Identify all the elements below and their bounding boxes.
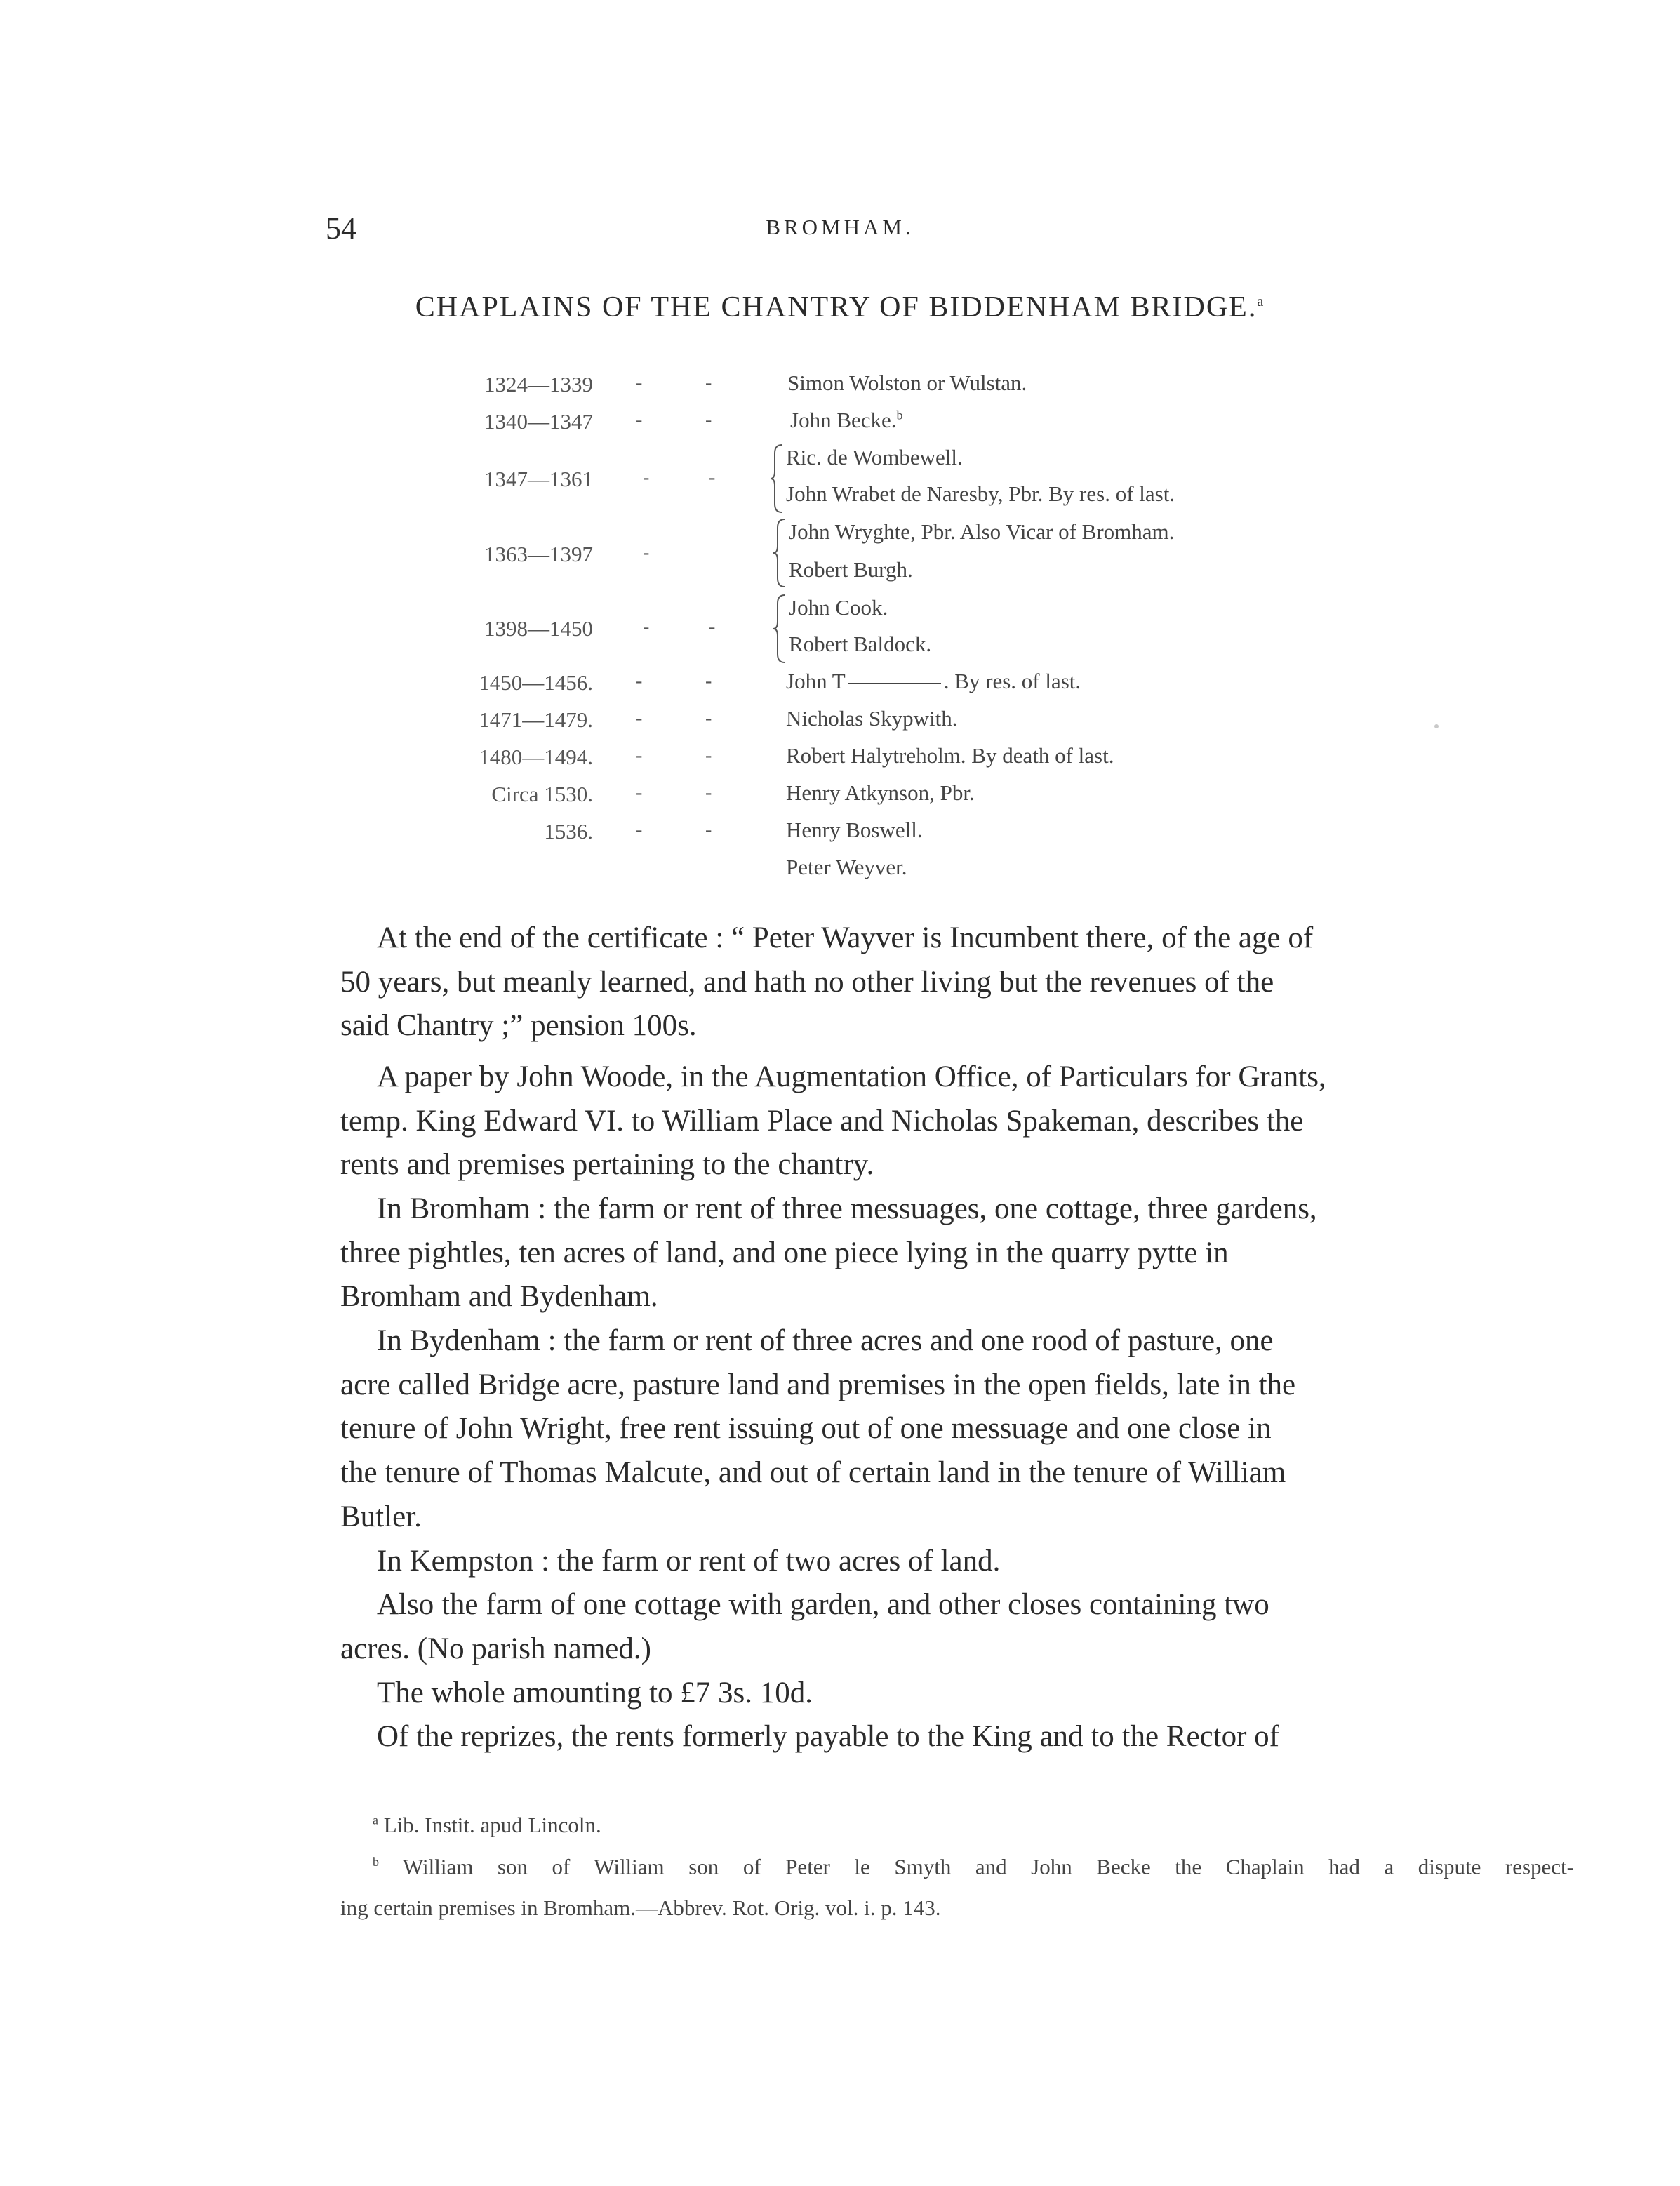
text-line: A paper by John Woode, in the Augmentation Office, of Particulars for Grants, [377, 1060, 1326, 1093]
text-line: In Bromham : the farm or rent of three messuages, one cottage, three gardens, [377, 1192, 1317, 1225]
chaplain-dates: 1480—1494. [479, 745, 593, 769]
brace-icon [772, 518, 787, 588]
dash: - [705, 707, 712, 729]
footnote-mark: b [373, 1855, 379, 1869]
text-line: In Kempston : the farm or rent of two acres of land. [377, 1545, 1001, 1578]
omitted-name-rule [848, 683, 941, 684]
chaplain-name: Henry Atkynson, Pbr. [786, 780, 975, 805]
chaplain-name: John Wrabet de Naresby, Pbr. By res. of last. [786, 481, 1175, 506]
text-line: tenure of John Wright, free rent issuing out of one messuage and one close in [340, 1412, 1272, 1446]
text-line: the tenure of Thomas Malcute, and out of certain land in the tenure of William [340, 1456, 1286, 1490]
chaplain-dates: 1340—1347 [484, 409, 593, 434]
paragraph-certificate [340, 917, 1574, 1048]
chaplain-name: Robert Burgh. [789, 557, 913, 582]
text-line: Butler. [340, 1500, 422, 1533]
chaplain-name: Simon Wolston or Wulstan. [787, 371, 1027, 395]
dash: - [636, 745, 643, 766]
chaplain-dates: 1450—1456. [479, 670, 593, 695]
text-line: In Bydenham : the farm or rent of three acres and one rood of pasture, one [377, 1324, 1274, 1357]
dash: - [709, 616, 716, 638]
paragraph-total [340, 1672, 1574, 1716]
chaplain-name: Henry Boswell. [786, 818, 923, 842]
chaplain-dates: 1347—1361 [484, 467, 593, 491]
chaplain-name: Nicholas Skypwith. [786, 706, 958, 731]
chaplain-dates: 1363—1397 [484, 542, 593, 566]
chaplain-name-end: . By res. of last. [943, 669, 1081, 693]
footnote-text: Lib. Instit. apud Lincoln. [383, 1813, 601, 1838]
chaplain-dates: 1398—1450 [484, 616, 593, 641]
text-line: acre called Bridge acre, pasture land and premises in the open fields, late in the [340, 1368, 1296, 1401]
brace-icon [769, 444, 785, 514]
text-line: The whole amounting to £7 3s. 10d. [377, 1677, 813, 1710]
running-head: BROMHAM. [766, 215, 914, 239]
footnote-ref-a: a [1257, 294, 1265, 309]
chaplain-name [786, 669, 1081, 694]
paragraph-bydenham [340, 1319, 1574, 1540]
text-line: rents and premises pertaining to the chantry. [340, 1148, 874, 1182]
text-line: Also the farm of one cottage with garden, and other closes containing two [377, 1588, 1269, 1621]
chaplain-name: Robert Baldock. [789, 632, 932, 656]
page-number: 54 [326, 211, 356, 246]
chaplain-dates: 1471—1479. [479, 707, 593, 732]
dash: - [705, 409, 712, 431]
text-line: acres. (No parish named.) [340, 1632, 651, 1665]
dash: - [709, 467, 716, 488]
footnote-mark: a [373, 1813, 378, 1827]
chaplain-name: Robert Halytreholm. By death of last. [786, 743, 1114, 768]
section-title-text: CHAPLAINS OF THE CHANTRY OF BIDDENHAM BRIDGE. [415, 291, 1258, 324]
chaplain-name-text: John Becke. [790, 408, 897, 432]
text-line: three pightles, ten acres of land, and one piece lying in the quarry pytte in [340, 1236, 1229, 1269]
text-line: Of the reprizes, the rents formerly payable to the King and to the Rector of [377, 1720, 1279, 1753]
text-line: Bromham and Bydenham. [340, 1280, 658, 1314]
dash: - [636, 670, 643, 692]
dash: - [705, 819, 712, 841]
page-speck [1434, 724, 1439, 728]
footnote-text: ing certain premises in Bromham.—Abbrev. Rot. Orig. vol. i. p. 143. [340, 1895, 941, 1921]
footnote-text: William son of William son of Peter le Smyth and John Becke the Chaplain had a dispute respect- [403, 1854, 1574, 1879]
paragraph-woode-paper [340, 1055, 1574, 1187]
text-line: At the end of the certificate : “ Peter Wayver is Incumbent there, of the age of [377, 921, 1314, 954]
dash: - [643, 542, 650, 564]
paragraph-reprizes [340, 1715, 1574, 1759]
chaplain-name-start: John T [786, 669, 846, 693]
dash: - [636, 707, 643, 729]
chaplain-name [790, 408, 903, 433]
dash: - [705, 782, 712, 804]
dash: - [705, 745, 712, 766]
dash: - [636, 372, 643, 394]
paragraph-kempston [340, 1540, 1574, 1584]
chaplain-dates: 1324—1339 [484, 372, 593, 396]
chaplain-dates: 1536. [544, 819, 593, 844]
chaplain-name: Ric. de Wombewell. [786, 445, 963, 469]
chaplain-name: John Cook. [789, 595, 888, 620]
paragraph-cottage [340, 1583, 1574, 1671]
chaplain-name: Peter Weyver. [786, 855, 907, 879]
footnote-a [340, 1800, 1574, 1846]
dash: - [636, 409, 643, 431]
dash: - [705, 372, 712, 394]
footnote-b [340, 1841, 1574, 1928]
chaplain-dates: Circa 1530. [491, 782, 593, 806]
dash: - [643, 616, 650, 638]
dash: - [636, 819, 643, 841]
brace-icon [772, 594, 787, 664]
footnote-ref-b: b [896, 408, 903, 422]
dash: - [643, 467, 650, 488]
text-line: said Chantry ;” pension 100s. [340, 1009, 697, 1043]
text-line: temp. King Edward VI. to William Place and Nicholas Spakeman, describes the [340, 1104, 1304, 1138]
paragraph-bromham [340, 1187, 1574, 1319]
text-line: 50 years, but meanly learned, and hath no other living but the revenues of the [340, 965, 1274, 999]
section-title [0, 291, 1680, 324]
chaplain-name: John Wryghte, Pbr. Also Vicar of Bromham. [789, 519, 1175, 544]
dash: - [705, 670, 712, 692]
dash: - [636, 782, 643, 804]
